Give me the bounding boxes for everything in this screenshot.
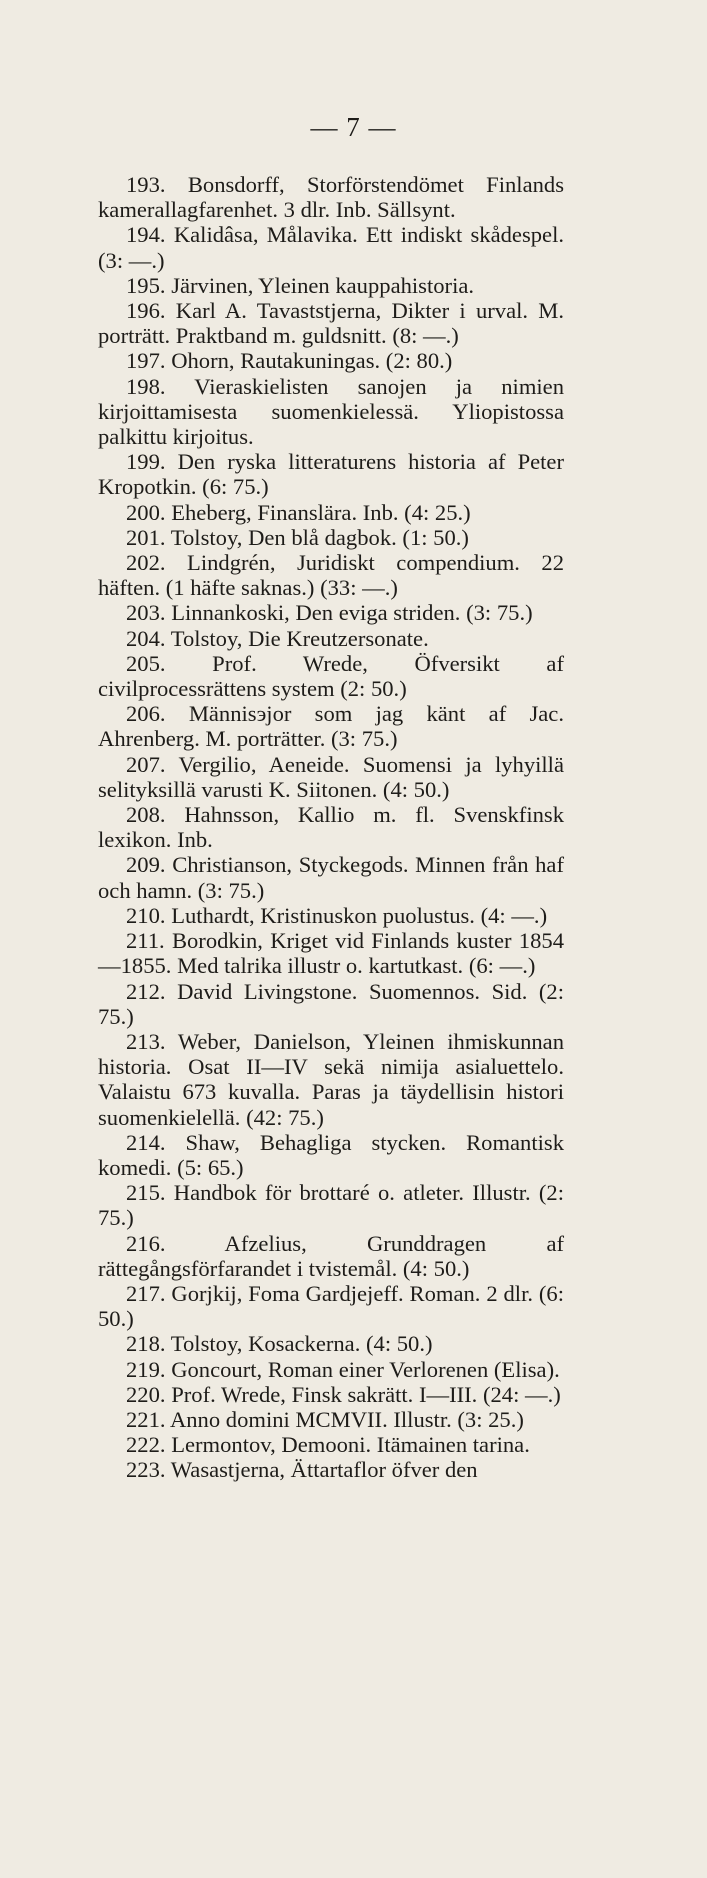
- catalog-entry: 219. Goncourt, Roman einer Verlorenen (Elisa).: [126, 1356, 560, 1382]
- catalog-entry: 195. Järvinen, Yleinen kauppahistoria.: [126, 272, 475, 298]
- catalog-entry: 206. Männisэjor som jag känt af Jac. Ahrenberg. M. porträtter. (3: 75.): [98, 701, 564, 752]
- catalog-entry: 209. Christianson, Styckegods. Minnen från haf och hamn. (3: 75.): [98, 852, 564, 903]
- catalog-entry: 220. Prof. Wrede, Finsk sakrätt. I—III. (24: —.): [126, 1381, 561, 1407]
- catalog-entry: 201. Tolstoy, Den blå dagbok. (1: 50.): [126, 524, 469, 550]
- catalog-entry: 199. Den ryska litteraturens historia af Peter Kropotkin. (6: 75.): [98, 449, 564, 500]
- catalog-entry: 214. Shaw, Behagliga stycken. Romantisk komedi. (5: 65.): [98, 1129, 564, 1180]
- catalog-entry: 211. Borodkin, Kriget vid Finlands kuster 1854—1855. Med talrika illustr o. kartutkast. (6: —.): [98, 928, 564, 979]
- page-number: — 7 —: [310, 112, 397, 142]
- catalog-entry: 197. Ohorn, Rautakuningas. (2: 80.): [126, 348, 453, 374]
- catalog-entry: 202. Lindgrén, Juridiskt compendium. 22 häften. (1 häfte saknas.) (33: —.): [98, 550, 564, 601]
- catalog-entries: [98, 172, 564, 1483]
- catalog-entry: 218. Tolstoy, Kosackerna. (4: 50.): [126, 1331, 433, 1357]
- catalog-entry: 204. Tolstoy, Die Kreutzersonate.: [126, 625, 429, 651]
- catalog-entry: 216. Afzelius, Grunddragen af rättegångsförfarandet i tvistemål. (4: 50.): [98, 1230, 564, 1281]
- catalog-entry: 223. Wasastjerna, Ättartaflor öfver den: [126, 1457, 478, 1483]
- catalog-entry: 207. Vergilio, Aeneide. Suomensi ja lyhyillä selityksillä varusti K. Siitonen. (4: 50.): [98, 751, 564, 802]
- catalog-entry: 200. Eheberg, Finanslära. Inb. (4: 25.): [126, 499, 471, 525]
- catalog-entry: 198. Vieraskielisten sanojen ja nimien kirjoittamisesta suomenkielessä. Yliopistossa palkittu kirjoitus.: [98, 373, 564, 450]
- catalog-entry: 196. Karl A. Tavaststjerna, Dikter i urval. M. porträtt. Praktband m. guldsnitt. (8: —.): [98, 298, 564, 349]
- catalog-entry: 193. Bonsdorff, Storförstendömet Finlands kamerallagfarenhet. 3 dlr. Inb. Sällsynt.: [98, 172, 564, 223]
- catalog-entry: 221. Anno domini MCMVII. Illustr. (3: 25.): [126, 1406, 524, 1432]
- catalog-entry: 212. David Livingstone. Suomennos. Sid. (2: 75.): [98, 978, 564, 1029]
- catalog-entry: 210. Luthardt, Kristinuskon puolustus. (4: —.): [126, 902, 548, 928]
- catalog-entry: 222. Lermontov, Demooni. Itämainen tarina.: [126, 1432, 530, 1458]
- catalog-entry: 205. Prof. Wrede, Öfversikt af civilprocessrättens system (2: 50.): [98, 650, 564, 702]
- catalog-entry: 194. Kalidâsa, Målavika. Ett indiskt skådespel. (3: —.): [98, 222, 564, 273]
- catalog-entry: 213. Weber, Danielson, Yleinen ihmiskunnan historia. Osat II—IV sekä nimija asialuettelo. Valaistu 673 kuvalla. Paras ja täydellisin histori suomenkielellä. (42: 75.): [98, 1028, 564, 1130]
- catalog-entry: 208. Hahnsson, Kallio m. fl. Svenskfinsk lexikon. Inb.: [98, 802, 564, 853]
- catalog-entry: 215. Handbok för brottaré o. atleter. Illustr. (2: 75.): [98, 1180, 564, 1231]
- catalog-entry: 203. Linnankoski, Den eviga striden. (3: 75.): [126, 600, 533, 626]
- catalog-entry: 217. Gorjkij, Foma Gardjejeff. Roman. 2 dlr. (6: 50.): [98, 1280, 564, 1332]
